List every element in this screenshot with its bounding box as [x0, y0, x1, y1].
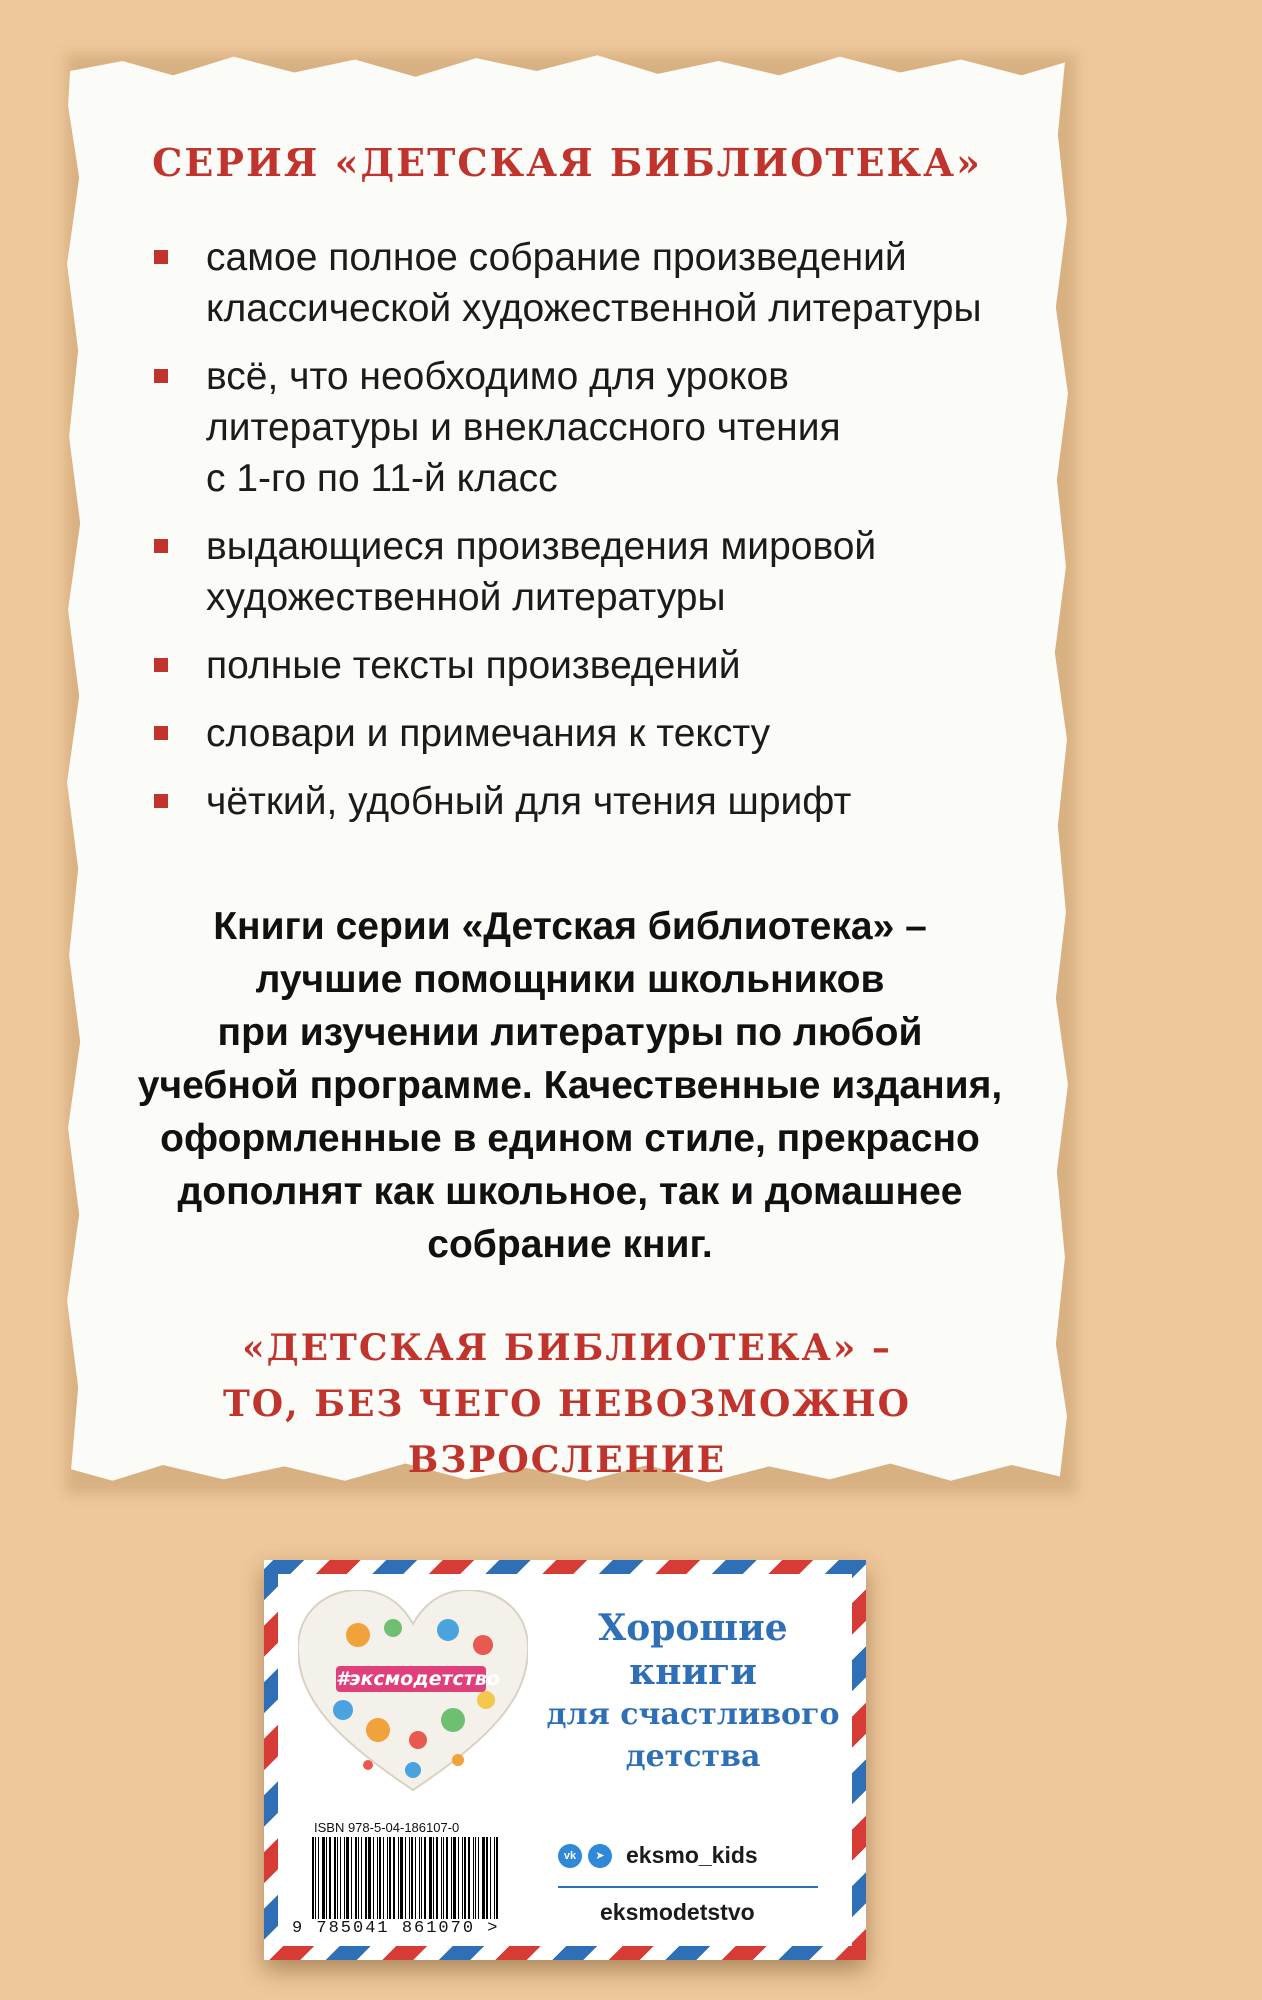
- feature-line: словари и примечания к тексту: [206, 712, 771, 755]
- barcode: [292, 1820, 522, 1942]
- barcode-bars: [312, 1837, 522, 1919]
- postcard-slogan-line: для счастливого: [546, 1697, 840, 1732]
- bullet-icon: [154, 250, 168, 264]
- feature-item: [150, 708, 1050, 759]
- vk-icon[interactable]: vk: [558, 1844, 582, 1868]
- barcode-bar: [326, 1837, 327, 1919]
- telegram-icon[interactable]: ➤: [588, 1844, 612, 1868]
- barcode-bar: [482, 1837, 485, 1919]
- postcard-slogan-line: Хорошие: [598, 1607, 788, 1649]
- feature-item: [150, 521, 1050, 623]
- barcode-bar: [478, 1837, 479, 1919]
- social-handle-2[interactable]: eksmodetstvo: [600, 1899, 755, 1925]
- barcode-bar: [379, 1837, 381, 1919]
- isbn-label: ISBN 978-5-04-186107-0: [314, 1820, 460, 1835]
- barcode-bar: [351, 1837, 352, 1919]
- barcode-bar: [389, 1837, 391, 1919]
- barcode-bar: [433, 1837, 434, 1919]
- series-title: СЕРИЯ «ДЕТСКАЯ БИБЛИОТЕКА»: [152, 140, 982, 185]
- barcode-bar: [400, 1837, 403, 1919]
- barcode-bar: [415, 1837, 416, 1919]
- bullet-icon: [154, 726, 168, 740]
- barcode-bar: [496, 1837, 498, 1919]
- barcode-bar: [387, 1837, 388, 1919]
- barcode-bar: [383, 1837, 384, 1919]
- feature-list: [150, 232, 1050, 844]
- barcode-bar: [398, 1837, 399, 1919]
- description-line: при изучении литературы по любой: [217, 1011, 923, 1054]
- barcode-bar: [446, 1837, 448, 1919]
- bullet-icon: [154, 539, 168, 553]
- barcode-bar: [337, 1837, 338, 1919]
- feature-item: [150, 640, 1050, 691]
- series-slogan: [62, 1320, 1072, 1488]
- barcode-bar: [458, 1837, 459, 1919]
- barcode-bar: [368, 1837, 371, 1919]
- postcard-slogan-line: детства: [625, 1739, 761, 1774]
- social-links: [558, 1842, 758, 1869]
- barcode-bar: [453, 1837, 456, 1919]
- barcode-bar: [486, 1837, 488, 1919]
- barcode-bar: [358, 1837, 359, 1919]
- barcode-bar: [436, 1837, 438, 1919]
- feature-line: выдающиеся произведения мировой: [206, 525, 877, 568]
- postcard-slogan-line: книги: [629, 1651, 757, 1693]
- heart-illustration: [298, 1590, 528, 1800]
- description-line: собрание книг.: [427, 1223, 713, 1266]
- bullet-icon: [154, 658, 168, 672]
- feature-line: художественной литературы: [206, 576, 726, 619]
- barcode-bar: [409, 1837, 410, 1919]
- barcode-number: 9 785041 861070 >: [292, 1919, 500, 1938]
- barcode-bar: [344, 1837, 345, 1919]
- barcode-bar: [494, 1837, 495, 1919]
- barcode-bar: [346, 1837, 349, 1919]
- barcode-bar: [411, 1837, 413, 1919]
- barcode-bar: [312, 1837, 314, 1919]
- barcode-bar: [475, 1837, 476, 1919]
- barcode-bar: [373, 1837, 374, 1919]
- barcode-bar: [490, 1837, 491, 1919]
- description-line: оформленные в едином стиле, прекрасно: [160, 1117, 980, 1160]
- barcode-bar: [361, 1837, 362, 1919]
- feature-line: полные тексты произведений: [206, 644, 741, 687]
- postcard-body: [278, 1574, 852, 1946]
- description-text: [100, 900, 1040, 1271]
- barcode-bar: [334, 1837, 336, 1919]
- postcard: [264, 1560, 866, 1960]
- barcode-bar: [329, 1837, 331, 1919]
- feature-line: всё, что необходимо для уроков: [206, 355, 789, 398]
- hashtag-label: #эксмодетство: [336, 1668, 500, 1690]
- barcode-bar: [462, 1837, 463, 1919]
- barcode-bar: [318, 1837, 319, 1919]
- description-line: Книги серии «Детская библиотека» –: [213, 905, 927, 948]
- social-handle[interactable]: eksmo_kids: [626, 1842, 758, 1868]
- description-line: дополнят как школьное, так и домашнее: [177, 1170, 963, 1213]
- feature-line: чёткий, удобный для чтения шрифт: [206, 780, 852, 823]
- slogan-line: «ДЕТСКАЯ БИБЛИОТЕКА» –: [242, 1327, 892, 1369]
- barcode-bar: [464, 1837, 466, 1919]
- postcard-slogan: [543, 1606, 843, 1778]
- barcode-bar: [451, 1837, 452, 1919]
- feature-line: литературы и внеклассного чтения: [206, 406, 841, 449]
- barcode-bar: [443, 1837, 444, 1919]
- barcode-bar: [322, 1837, 325, 1919]
- feature-item: [150, 351, 1050, 504]
- barcode-bar: [429, 1837, 432, 1919]
- feature-line: самое полное собрание произведений: [206, 236, 907, 279]
- heart-icon: [298, 1590, 528, 1800]
- barcode-bar: [424, 1837, 426, 1919]
- feature-line: классической художественной литературы: [206, 287, 982, 330]
- barcode-bar: [340, 1837, 341, 1919]
- barcode-bar: [365, 1837, 367, 1919]
- barcode-bar: [468, 1837, 470, 1919]
- barcode-bar: [473, 1837, 474, 1919]
- barcode-bar: [405, 1837, 406, 1919]
- barcode-bar: [419, 1837, 420, 1919]
- description-line: учебной программе. Качественные издания,: [137, 1064, 1003, 1107]
- description-line: лучшие помощники школьников: [255, 958, 885, 1001]
- barcode-bar: [393, 1837, 395, 1919]
- feature-item: [150, 776, 1050, 827]
- barcode-bar: [441, 1837, 442, 1919]
- bullet-icon: [154, 794, 168, 808]
- bullet-icon: [154, 369, 168, 383]
- barcode-bar: [315, 1837, 316, 1919]
- feature-item: [150, 232, 1050, 334]
- barcode-bar: [421, 1837, 422, 1919]
- slogan-line: ТО, БЕЗ ЧЕГО НЕВОЗМОЖНО ВЗРОСЛЕНИЕ: [223, 1383, 911, 1481]
- feature-line: с 1-го по 11-й класс: [206, 457, 558, 500]
- divider: [558, 1886, 818, 1888]
- barcode-bar: [377, 1837, 378, 1919]
- barcode-bar: [355, 1837, 357, 1919]
